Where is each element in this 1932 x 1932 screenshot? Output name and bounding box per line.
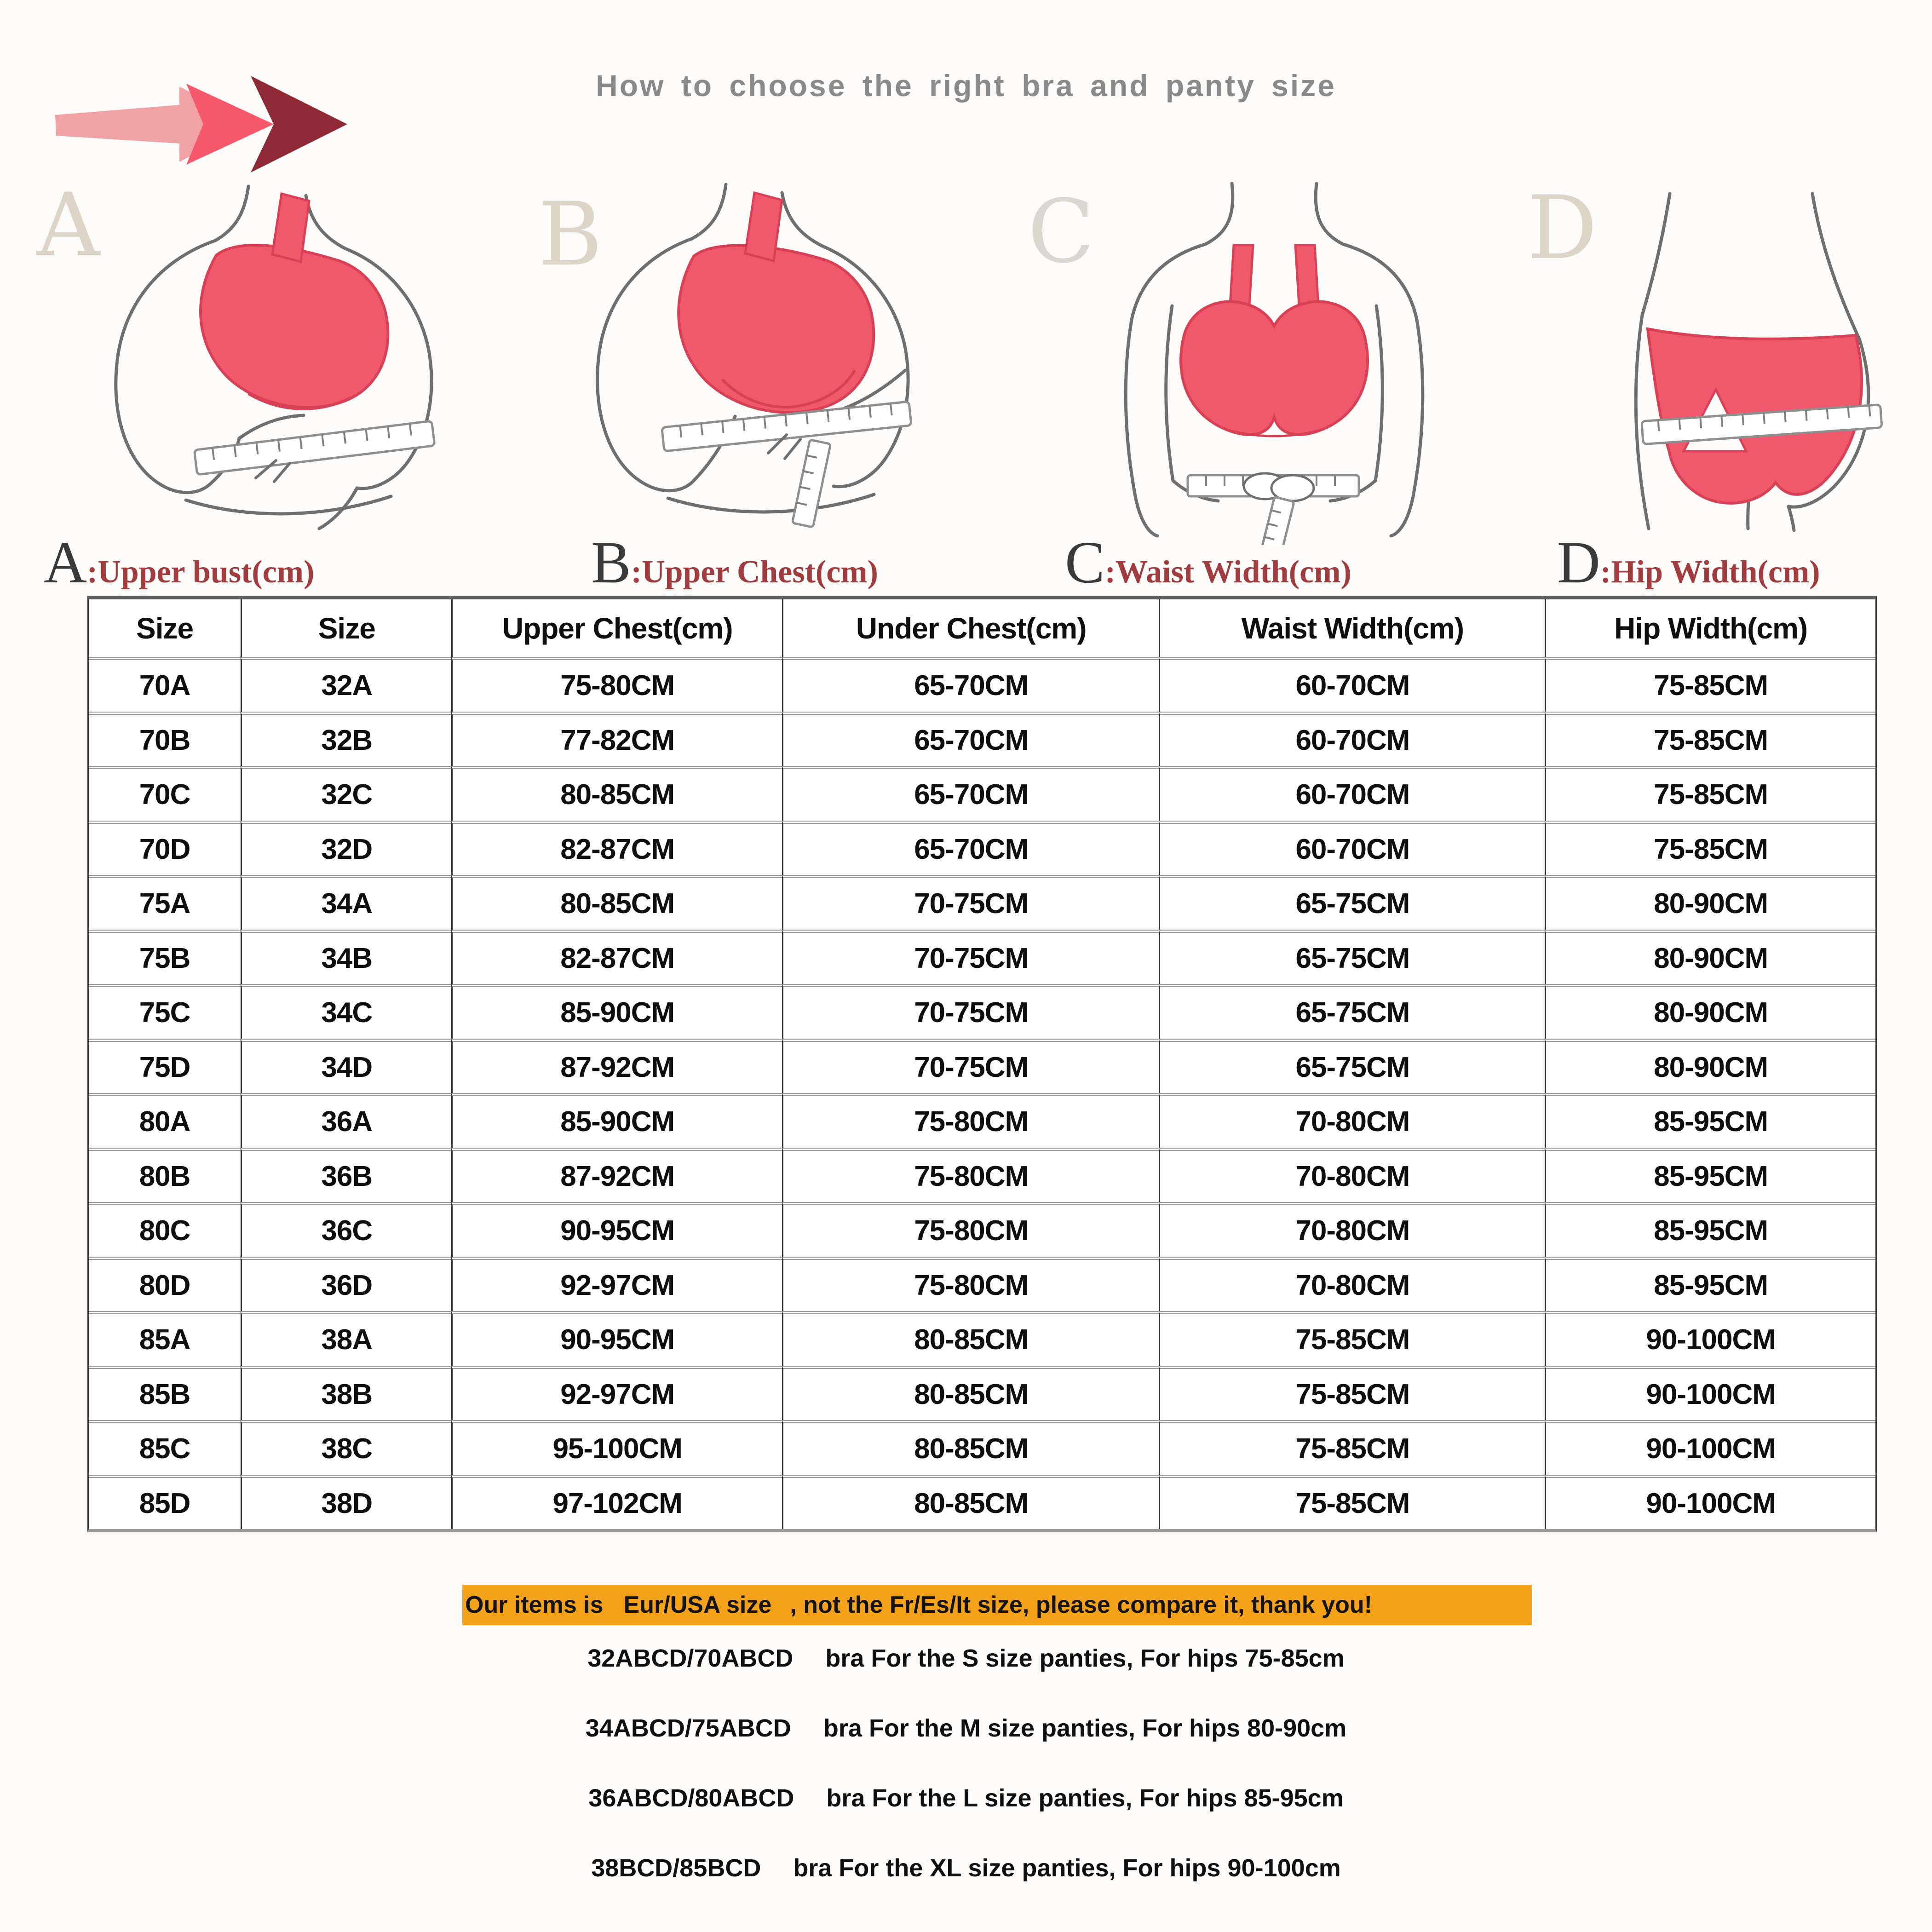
table-cell: 36C bbox=[241, 1202, 451, 1257]
table-cell: 65-75CM bbox=[1159, 984, 1545, 1039]
note-rest: , not the Fr/Es/It size, please compare it, thank you! bbox=[790, 1592, 1372, 1618]
table-cell: 82-87CM bbox=[451, 821, 782, 875]
table-cell: 70A bbox=[89, 657, 241, 712]
figure-waist-width bbox=[1026, 177, 1504, 545]
table-cell: 90-100CM bbox=[1545, 1311, 1875, 1366]
table-cell: 38B bbox=[241, 1366, 451, 1420]
panty-size-guide bbox=[0, 1635, 1932, 1891]
table-cell: 60-70CM bbox=[1159, 766, 1545, 821]
caption-hip-width bbox=[1557, 529, 1820, 602]
caption-letter: A bbox=[44, 529, 87, 596]
table-cell: 80-85CM bbox=[782, 1366, 1159, 1420]
table-cell: 70D bbox=[89, 821, 241, 875]
table-cell: 85-95CM bbox=[1545, 1093, 1875, 1148]
table-cell: 85-95CM bbox=[1545, 1257, 1875, 1311]
table-cell: 92-97CM bbox=[451, 1257, 782, 1311]
caption-waist-width bbox=[1065, 529, 1351, 602]
table-cell: 90-100CM bbox=[1545, 1366, 1875, 1420]
page-title: How to choose the right bra and panty size bbox=[596, 69, 1336, 103]
table-cell: 75C bbox=[89, 984, 241, 1039]
table-header-cell: Upper Chest(cm) bbox=[451, 599, 782, 657]
table-cell: 85C bbox=[89, 1420, 241, 1475]
table-cell: 60-70CM bbox=[1159, 712, 1545, 766]
bra-shape bbox=[1181, 245, 1368, 436]
guide-line-m bbox=[0, 1705, 1932, 1751]
table-cell: 70-75CM bbox=[782, 875, 1159, 930]
guide-line-xl bbox=[0, 1845, 1932, 1891]
table-header-cell: Size bbox=[241, 599, 451, 657]
table-cell: 32D bbox=[241, 821, 451, 875]
table-cell: 80-85CM bbox=[782, 1475, 1159, 1530]
caption-letter: B bbox=[591, 529, 631, 596]
table-cell: 34B bbox=[241, 930, 451, 984]
table-cell: 75-85CM bbox=[1159, 1475, 1545, 1530]
table-cell: 75-80CM bbox=[782, 1257, 1159, 1311]
table-cell: 80C bbox=[89, 1202, 241, 1257]
table-cell: 34A bbox=[241, 875, 451, 930]
table-cell: 34D bbox=[241, 1039, 451, 1093]
table-cell: 38D bbox=[241, 1475, 451, 1530]
table-cell: 85-90CM bbox=[451, 1093, 782, 1148]
table-cell: 85-95CM bbox=[1545, 1202, 1875, 1257]
table-cell: 70-80CM bbox=[1159, 1202, 1545, 1257]
table-cell: 70-75CM bbox=[782, 984, 1159, 1039]
guide-text: bra For the L size panties, For hips 85-95cm bbox=[826, 1784, 1344, 1812]
caption-upper-bust bbox=[44, 529, 315, 602]
table-cell: 38C bbox=[241, 1420, 451, 1475]
table-cell: 70-80CM bbox=[1159, 1257, 1545, 1311]
table-cell: 80B bbox=[89, 1148, 241, 1202]
table-cell: 65-75CM bbox=[1159, 875, 1545, 930]
table-cell: 32C bbox=[241, 766, 451, 821]
table-cell: 80A bbox=[89, 1093, 241, 1148]
table-cell: 80-90CM bbox=[1545, 875, 1875, 930]
note-lead: Our items is bbox=[465, 1592, 604, 1618]
table-cell: 36B bbox=[241, 1148, 451, 1202]
table-cell: 80-90CM bbox=[1545, 1039, 1875, 1093]
table-cell: 60-70CM bbox=[1159, 821, 1545, 875]
measuring-tape bbox=[194, 421, 435, 475]
table-cell: 70-80CM bbox=[1159, 1093, 1545, 1148]
table-cell: 87-92CM bbox=[451, 1039, 782, 1093]
table-cell: 75-85CM bbox=[1545, 657, 1875, 712]
figure-b-illustration bbox=[511, 177, 971, 540]
figure-hip-width bbox=[1518, 177, 1923, 540]
table-cell: 90-95CM bbox=[451, 1311, 782, 1366]
table-cell: 75-85CM bbox=[1545, 821, 1875, 875]
table-cell: 80-85CM bbox=[451, 766, 782, 821]
table-cell: 32A bbox=[241, 657, 451, 712]
watermark-letter-b: B bbox=[538, 184, 603, 285]
figure-upper-chest bbox=[511, 177, 971, 540]
table-cell: 80-85CM bbox=[782, 1311, 1159, 1366]
table-cell: 65-70CM bbox=[782, 657, 1159, 712]
table-cell: 70-75CM bbox=[782, 1039, 1159, 1093]
table-cell: 32B bbox=[241, 712, 451, 766]
size-table bbox=[87, 596, 1877, 1532]
watermark-letter-d: D bbox=[1527, 177, 1598, 279]
guide-code: 34ABCD/75ABCD bbox=[585, 1714, 791, 1742]
table-cell: 70-80CM bbox=[1159, 1148, 1545, 1202]
figure-d-illustration bbox=[1518, 177, 1923, 536]
table-header-cell: Hip Width(cm) bbox=[1545, 599, 1875, 657]
table-cell: 85B bbox=[89, 1366, 241, 1420]
guide-code: 36ABCD/80ABCD bbox=[588, 1784, 794, 1812]
table-cell: 60-70CM bbox=[1159, 657, 1545, 712]
bra-shape bbox=[201, 194, 388, 409]
size-system-note bbox=[462, 1585, 1532, 1625]
table-cell: 75-80CM bbox=[782, 1148, 1159, 1202]
table-cell: 97-102CM bbox=[451, 1475, 782, 1530]
table-cell: 90-95CM bbox=[451, 1202, 782, 1257]
table-cell: 75-85CM bbox=[1159, 1366, 1545, 1420]
caption-text: :Hip Width(cm) bbox=[1600, 554, 1820, 590]
table-cell: 36A bbox=[241, 1093, 451, 1148]
table-cell: 85-95CM bbox=[1545, 1148, 1875, 1202]
table-cell: 82-87CM bbox=[451, 930, 782, 984]
table-cell: 85D bbox=[89, 1475, 241, 1530]
table-header-cell: Under Chest(cm) bbox=[782, 599, 1159, 657]
caption-text: :Waist Width(cm) bbox=[1104, 554, 1351, 590]
guide-code: 32ABCD/70ABCD bbox=[587, 1644, 794, 1672]
table-header-cell: Size bbox=[136, 611, 194, 645]
table-cell: 80D bbox=[89, 1257, 241, 1311]
table-cell: 85A bbox=[89, 1311, 241, 1366]
table-cell: 90-100CM bbox=[1545, 1420, 1875, 1475]
figure-a-illustration bbox=[18, 174, 478, 540]
watermark-letter-a: A bbox=[37, 174, 100, 276]
watermark-letter-c: C bbox=[1028, 181, 1095, 282]
figure-upper-bust bbox=[18, 174, 478, 540]
table-cell: 95-100CM bbox=[451, 1420, 782, 1475]
caption-text: :Upper Chest(cm) bbox=[631, 554, 878, 590]
table-cell: 75-85CM bbox=[1545, 712, 1875, 766]
table-cell: 75A bbox=[89, 875, 241, 930]
table-cell: 65-70CM bbox=[782, 712, 1159, 766]
guide-text: bra For the S size panties, For hips 75-85cm bbox=[825, 1644, 1345, 1672]
table-cell: 75D bbox=[89, 1039, 241, 1093]
table-cell: 75-80CM bbox=[782, 1202, 1159, 1257]
guide-code: 38BCD/85BCD bbox=[591, 1854, 761, 1882]
caption-text: :Upper bust(cm) bbox=[86, 554, 315, 590]
measuring-tape-end bbox=[792, 440, 830, 528]
note-highlight: Eur/USA size bbox=[623, 1592, 772, 1618]
caption-letter: D bbox=[1557, 529, 1600, 596]
guide-line-l bbox=[0, 1775, 1932, 1821]
table-cell: 75B bbox=[89, 930, 241, 984]
table-cell: 65-70CM bbox=[782, 821, 1159, 875]
table-cell: 75-80CM bbox=[451, 657, 782, 712]
guide-line-s bbox=[0, 1635, 1932, 1681]
table-cell: 65-75CM bbox=[1159, 1039, 1545, 1093]
table-cell: 80-90CM bbox=[1545, 930, 1875, 984]
table-cell: 65-70CM bbox=[782, 766, 1159, 821]
table-cell: 38A bbox=[241, 1311, 451, 1366]
table-cell: 85-90CM bbox=[451, 984, 782, 1039]
table-cell: 80-85CM bbox=[782, 1420, 1159, 1475]
table-cell: 70B bbox=[89, 712, 241, 766]
table-cell: 70-75CM bbox=[782, 930, 1159, 984]
table-cell: 80-85CM bbox=[451, 875, 782, 930]
table-cell: 75-85CM bbox=[1159, 1420, 1545, 1475]
table-cell: 70C bbox=[89, 766, 241, 821]
table-cell: 36D bbox=[241, 1257, 451, 1311]
guide-text: bra For the M size panties, For hips 80-90cm bbox=[823, 1714, 1347, 1742]
caption-letter: C bbox=[1065, 529, 1105, 596]
table-cell: 75-85CM bbox=[1545, 766, 1875, 821]
table-cell: 87-92CM bbox=[451, 1148, 782, 1202]
table-cell: 77-82CM bbox=[451, 712, 782, 766]
figure-c-illustration bbox=[1026, 177, 1504, 545]
table-cell: 65-75CM bbox=[1159, 930, 1545, 984]
guide-text: bra For the XL size panties, For hips 90-100cm bbox=[793, 1854, 1341, 1882]
table-cell: 75-80CM bbox=[782, 1093, 1159, 1148]
table-cell: 34C bbox=[241, 984, 451, 1039]
table-cell: 92-97CM bbox=[451, 1366, 782, 1420]
table-cell: 80-90CM bbox=[1545, 984, 1875, 1039]
table-header-cell: Waist Width(cm) bbox=[1159, 599, 1545, 657]
table-cell: 90-100CM bbox=[1545, 1475, 1875, 1530]
caption-upper-chest bbox=[591, 529, 878, 602]
table-cell: 75-85CM bbox=[1159, 1311, 1545, 1366]
